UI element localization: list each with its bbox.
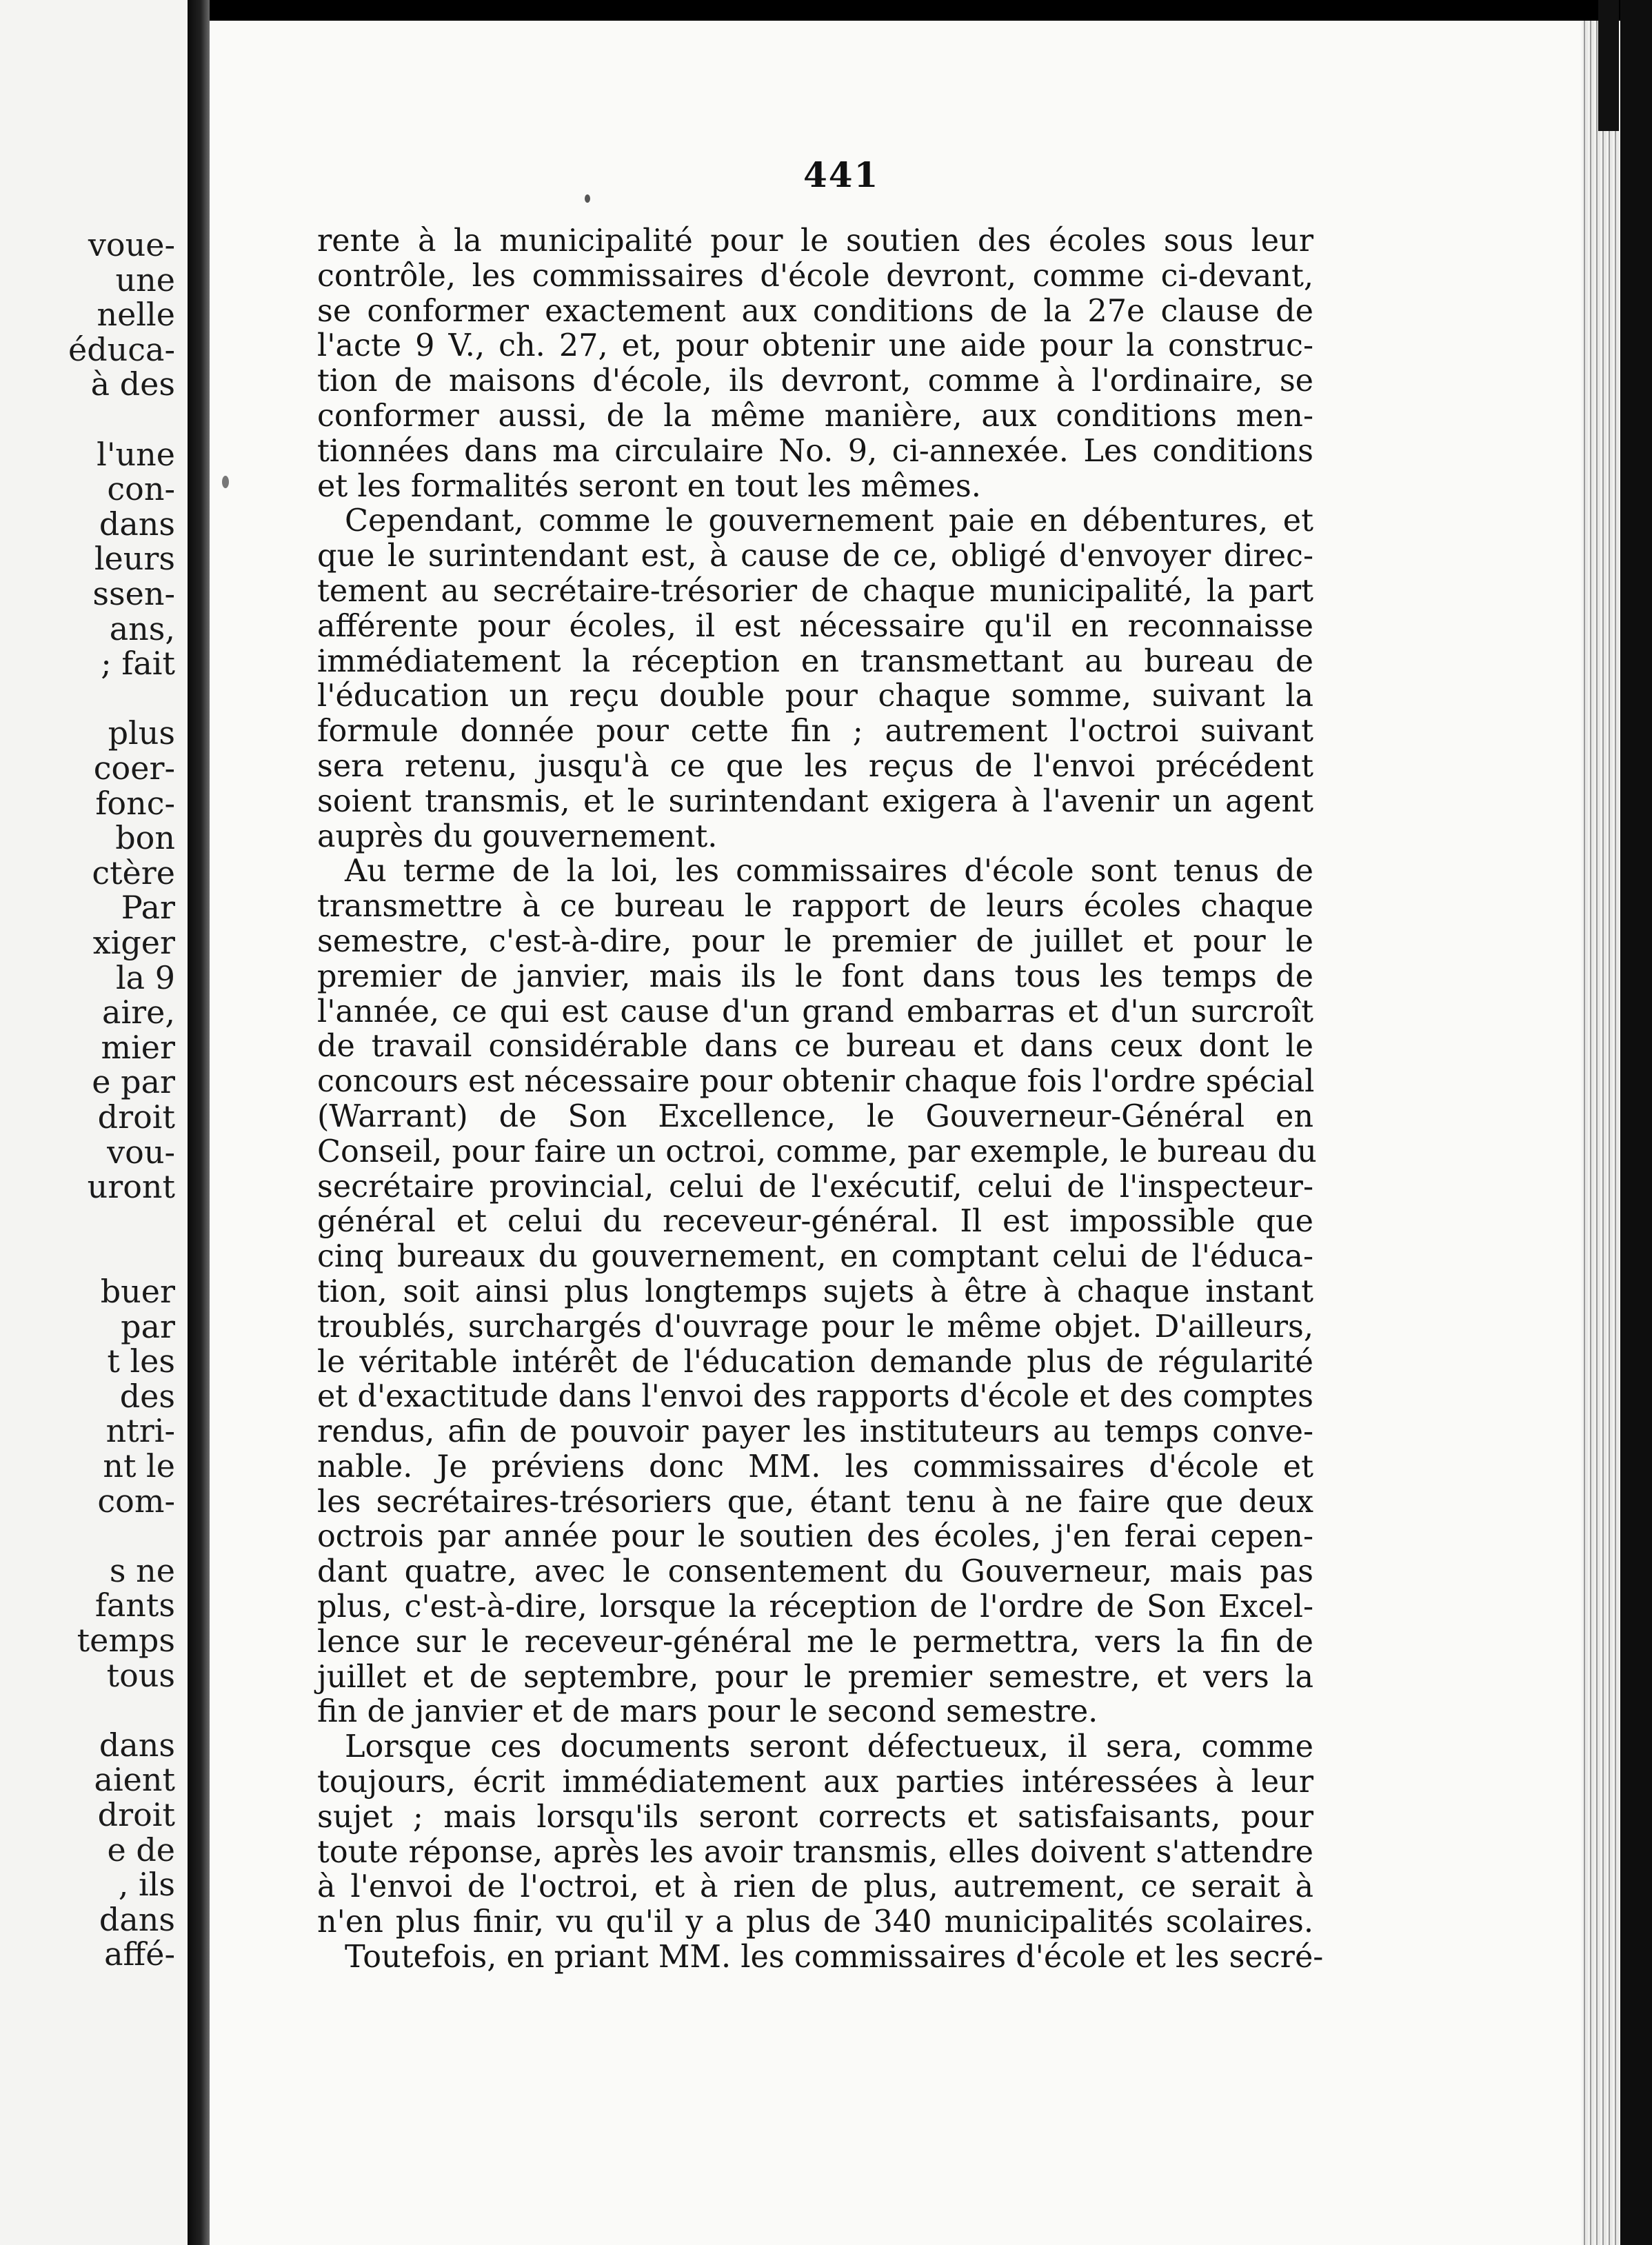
text-line: rente à la municipalité pour le soutien des écoles sous leur — [317, 223, 1313, 259]
left-page-line: dans — [99, 1726, 175, 1764]
text-line: à l'envoi de l'octroi, et à rien de plus, autrement, ce serait à — [317, 1869, 1313, 1905]
left-page-line: la 9 — [115, 958, 175, 996]
text-line: nable. Je préviens donc MM. les commissaires d'école et — [317, 1449, 1313, 1484]
left-page-line: , ils — [118, 1866, 175, 1904]
text-line: sujet ; mais lorsqu'ils seront corrects et satisfaisants, pour — [317, 1799, 1313, 1835]
text-line: cinq bureaux du gouvernement, en comptant celui de l'éduca- — [317, 1239, 1313, 1275]
left-page-line: à des — [90, 365, 175, 403]
text-line: rendus, afin de pouvoir payer les instituteurs au temps conve- — [317, 1414, 1313, 1450]
text-line: juillet et de septembre, pour le premier semestre, et vers la — [317, 1659, 1313, 1695]
left-page-line: voue- — [88, 226, 175, 263]
text-line: l'année, ce qui est cause d'un grand embarras et d'un surcroît — [317, 994, 1313, 1029]
left-page-line: plus — [108, 714, 175, 752]
text-line: octrois par année pour le soutien des écoles, j'en ferai cepen- — [317, 1519, 1313, 1555]
text-line: tement au secrétaire-trésorier de chaque municipalité, la part — [317, 573, 1313, 609]
left-page-line: buer — [100, 1273, 175, 1310]
left-page-line: leurs — [94, 540, 175, 578]
left-page-line: vou- — [107, 1133, 175, 1171]
left-page-line: ssen- — [92, 575, 175, 612]
left-page-line: fonc- — [95, 784, 175, 822]
text-line: secrétaire provincial, celui de l'exécutif, celui de l'inspecteur- — [317, 1169, 1313, 1205]
left-page-line: con- — [107, 470, 175, 508]
text-line: contrôle, les commissaires d'école devront, comme ci-devant, — [317, 258, 1313, 294]
text-line: les secrétaires-trésoriers que, étant tenu à ne faire que deux — [317, 1484, 1313, 1520]
text-line: formule donnée pour cette fin ; autrement l'octroi suivant — [317, 714, 1313, 749]
left-page-line: par — [121, 1307, 175, 1345]
left-page-line: e de — [107, 1831, 175, 1869]
text-line: tionnées dans ma circulaire No. 9, ci-annexée. Les conditions — [317, 433, 1313, 469]
left-page-line: com- — [97, 1482, 175, 1520]
text-line: l'acte 9 V., ch. 27, et, pour obtenir une aide pour la construc- — [317, 328, 1313, 364]
body-text — [317, 223, 1324, 1975]
text-line: fin de janvier et de mars pour le second semestre. — [317, 1694, 1098, 1730]
left-page-line: e par — [92, 1063, 175, 1101]
left-page-line: aire, — [102, 994, 175, 1031]
text-line: Toutefois, en priant MM. les commissaires d'école et les secré- — [345, 1940, 1324, 1975]
left-page-line: ntri- — [105, 1412, 175, 1450]
left-page-line: ; fait — [101, 645, 175, 683]
left-page-line: droit — [97, 1098, 175, 1136]
text-line: premier de janvier, mais ils le font dans tous les temps de — [317, 958, 1313, 994]
left-page-line: éduca- — [68, 330, 175, 368]
text-line: tion, soit ainsi plus longtemps sujets à être à chaque instant — [317, 1273, 1313, 1309]
left-page-line: ctère — [92, 854, 175, 892]
text-line: transmettre à ce bureau le rapport de leurs écoles chaque — [317, 889, 1313, 925]
text-line: l'éducation un reçu double pour chaque somme, suivant la — [317, 678, 1313, 714]
text-line: lence sur le receveur-général me le permettra, vers la fin de — [317, 1624, 1313, 1660]
left-page-line: une — [115, 261, 175, 299]
left-page-line: coer- — [93, 749, 175, 787]
left-page-line: Par — [121, 889, 175, 927]
text-line: le véritable intérêt de l'éducation demande plus de régularité — [317, 1344, 1313, 1380]
text-line: conformer aussi, de la même manière, aux conditions men- — [317, 398, 1313, 434]
text-line: et les formalités seront en tout les mêmes. — [317, 468, 981, 504]
text-line: troublés, surchargés d'ouvrage pour le même objet. D'ailleurs, — [317, 1309, 1313, 1345]
text-line: afférente pour écoles, il est nécessaire qu'il en reconnaisse — [317, 608, 1313, 644]
left-page-line: aient — [94, 1761, 175, 1799]
left-page-line: tous — [106, 1656, 175, 1694]
text-line: soient transmis, et le surintendant exigera à l'avenir un agent — [317, 783, 1313, 819]
left-page-line: dans — [99, 505, 175, 543]
text-line: de travail considérable dans ce bureau et dans ceux dont le — [317, 1029, 1313, 1065]
left-page-line: affé- — [104, 1935, 175, 1973]
text-line: plus, c'est-à-dire, lorsque la réception de l'ordre de Son Excel- — [317, 1589, 1313, 1625]
scan-border — [1620, 0, 1652, 2245]
ink-speck — [222, 476, 229, 488]
text-line: Cependant, comme le gouvernement paie en débentures, et — [345, 503, 1313, 539]
left-page-line: s ne — [109, 1551, 175, 1589]
left-facing-page — [0, 0, 188, 2245]
text-line: toute réponse, après les avoir transmis, elles doivent s'attendre — [317, 1834, 1313, 1870]
scan-border-top — [1598, 0, 1619, 131]
left-page-line: dans — [99, 1900, 175, 1938]
left-page-line: uront — [87, 1168, 175, 1206]
text-line: général et celui du receveur-général. Il est impossible que — [317, 1204, 1313, 1240]
text-line: immédiatement la réception en transmettant au bureau de — [317, 643, 1313, 679]
text-line: tion de maisons d'école, ils devront, comme à l'ordinaire, se — [317, 363, 1313, 399]
left-page-line: des — [119, 1377, 175, 1415]
left-page-line: temps — [77, 1622, 175, 1659]
text-line: Au terme de la loi, les commissaires d'école sont tenus de — [345, 854, 1313, 889]
left-page-line: xiger — [92, 924, 175, 961]
left-page-line: droit — [97, 1796, 175, 1833]
page-number: 441 — [803, 154, 880, 195]
left-page-line: nelle — [97, 296, 175, 334]
book-gutter — [188, 0, 210, 2245]
text-line: toujours, écrit immédiatement aux parties intéressées à leur — [317, 1764, 1313, 1800]
text-line: concours est nécessaire pour obtenir chaque fois l'ordre spécial — [317, 1064, 1315, 1100]
text-line: n'en plus finir, vu qu'il y a plus de 340 municipalités scolaires. — [317, 1904, 1313, 1940]
text-line: Conseil, pour faire un octroi, comme, par exemple, le bureau du — [317, 1134, 1317, 1169]
text-line: et d'exactitude dans l'envoi des rapports d'école et des comptes — [317, 1379, 1313, 1415]
left-page-line: fants — [94, 1587, 175, 1624]
left-page-line: mier — [101, 1028, 175, 1066]
text-line: auprès du gouvernement. — [317, 818, 718, 854]
text-line: (Warrant) de Son Excellence, le Gouverneur-Général en — [317, 1098, 1313, 1134]
left-page-line: bon — [115, 819, 175, 857]
text-line: semestre, c'est-à-dire, pour le premier de juillet et pour le — [317, 923, 1313, 959]
left-page-line: t les — [107, 1342, 175, 1380]
text-line: que le surintendant est, à cause de ce, obligé d'envoyer direc- — [317, 538, 1313, 574]
ink-speck — [585, 194, 590, 203]
page-edges — [1582, 21, 1620, 2245]
text-line: dant quatre, avec le consentement du Gouverneur, mais pas — [317, 1554, 1313, 1590]
text-line: se conformer exactement aux conditions de la 27e clause de — [317, 293, 1313, 329]
text-line: Lorsque ces documents seront défectueux, il sera, comme — [345, 1729, 1313, 1765]
text-line: sera retenu, jusqu'à ce que les reçus de l'envoi précédent — [317, 748, 1313, 784]
left-page-line: l'une — [97, 435, 175, 473]
left-page-line: ans, — [109, 610, 175, 647]
left-page-line: nt le — [103, 1447, 175, 1484]
